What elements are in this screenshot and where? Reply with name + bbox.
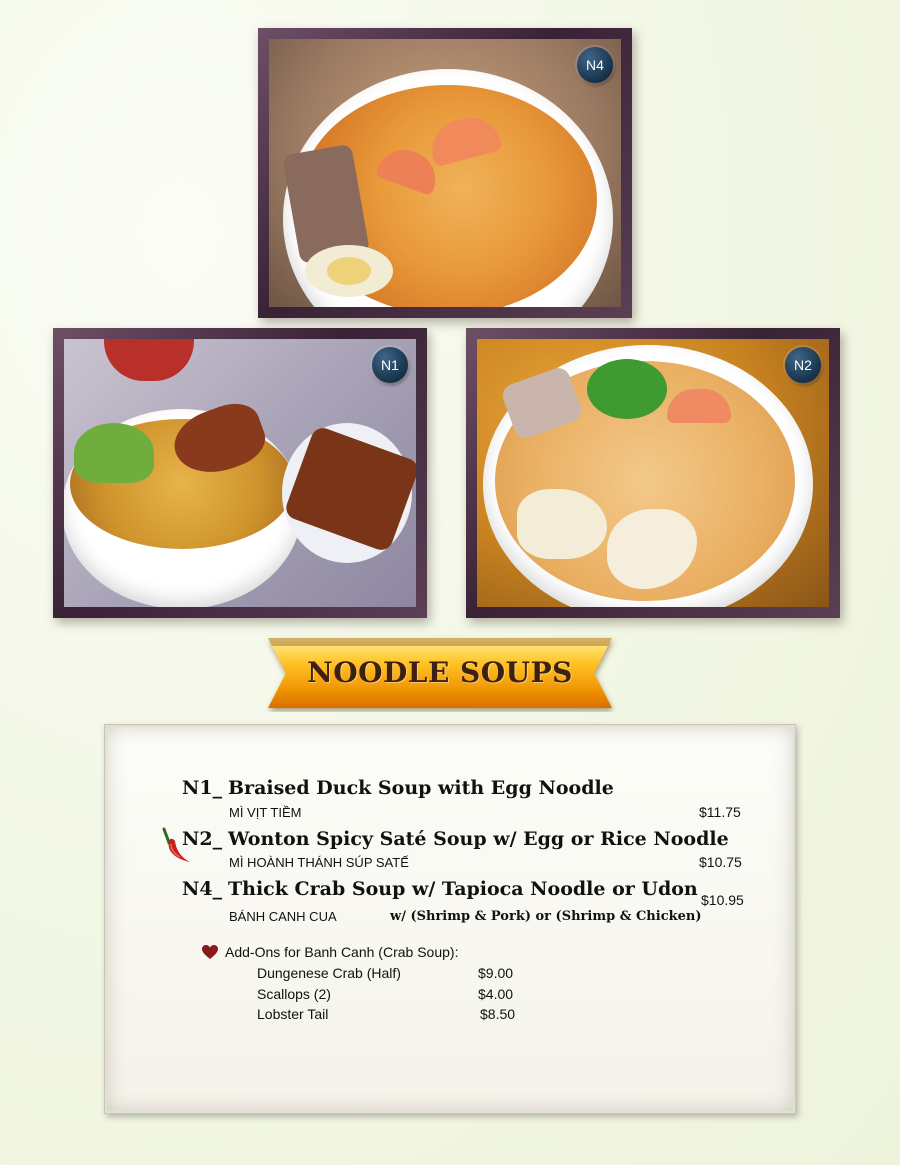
menu-item-n1-viet: MÌ VỊT TIỀM xyxy=(229,805,302,820)
menu-item-n1-title xyxy=(182,777,614,799)
photo-n4-image xyxy=(269,39,621,307)
item-code: N4_ xyxy=(182,878,223,900)
badge-n1: N1 xyxy=(372,347,408,383)
photo-n1-image xyxy=(64,339,416,607)
menu-item-n2-viet: MÌ HOÀNH THÁNH SÚP SATẾ xyxy=(229,855,409,870)
menu-item-n4-option: w/ (Shrimp & Pork) or (Shrimp & Chicken) xyxy=(390,909,702,924)
addon-item-price: $4.00 xyxy=(478,986,514,1002)
menu-item-n4-title xyxy=(182,878,698,900)
addon-item-price: $8.50 xyxy=(480,1006,516,1022)
item-name: Thick Crab Soup w/ Tapioca Noodle or Udon xyxy=(228,878,698,900)
menu-item-n1-price: $11.75 xyxy=(699,804,741,820)
addon-item-name: Scallops (2) xyxy=(257,986,331,1002)
item-code: N2_ xyxy=(182,828,223,850)
addon-item-name: Lobster Tail xyxy=(257,1006,329,1022)
menu-item-n4-price: $10.95 xyxy=(701,892,744,908)
section-title: NOODLE SOUPS xyxy=(307,656,573,689)
item-name: Wonton Spicy Saté Soup w/ Egg or Rice Noodle xyxy=(228,828,729,850)
badge-n2: N2 xyxy=(785,347,821,383)
badge-n4: N4 xyxy=(577,47,613,83)
addon-item-price: $9.00 xyxy=(478,965,514,981)
menu-item-n2-price: $10.75 xyxy=(699,854,742,870)
menu-item-n2-title xyxy=(182,828,729,850)
item-code: N1_ xyxy=(182,777,223,799)
section-banner xyxy=(262,634,618,712)
photo-n2-image xyxy=(477,339,829,607)
photo-n1 xyxy=(53,328,427,618)
menu-item-n4-viet: BÁNH CANH CUA xyxy=(229,909,337,924)
addons-heading: Add-Ons for Banh Canh (Crab Soup): xyxy=(225,944,459,960)
photo-n4 xyxy=(258,28,632,318)
photo-n2 xyxy=(466,328,840,618)
addon-item-name: Dungenese Crab (Half) xyxy=(257,965,401,981)
heart-icon xyxy=(202,945,218,960)
menu-panel xyxy=(104,724,796,1114)
item-name: Braised Duck Soup with Egg Noodle xyxy=(228,777,614,799)
